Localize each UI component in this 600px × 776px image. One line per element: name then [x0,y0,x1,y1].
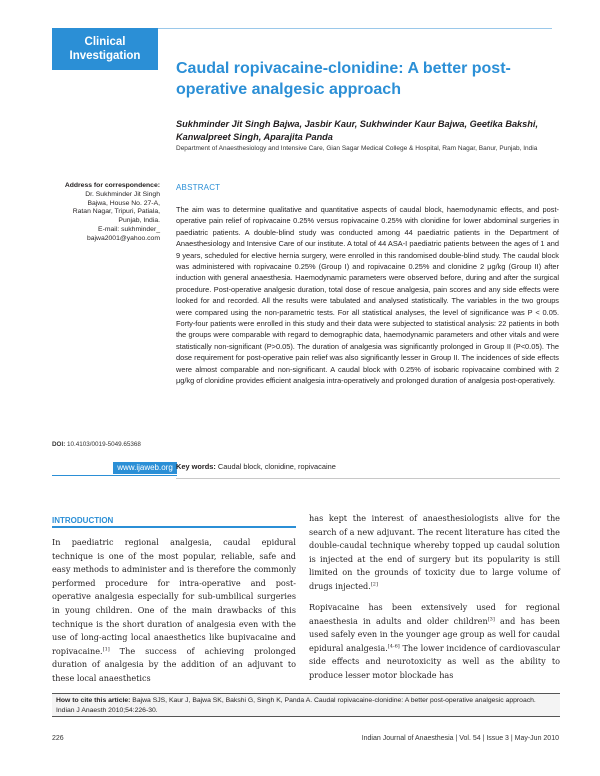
intro-left-text: In paediatric regional analgesia, caudal epidural technique is one of the most popular, reliable, safe and easy methods to administer and is therefore the commonly performed procedure for intra-operative and post-operative analgesia especially for sub-umbilical surgeries in young children. One of the main drawbacks of this technique is the short duration of analgesia even with the use of long-acting local anaesthetics like bupivacaine and ropivacaine. [52,537,296,656]
doi-label: DOI: [52,441,66,448]
citation-ref[interactable]: [1] [102,646,110,653]
intro-right-text-1: has kept the interest of anaesthesiologists alive for the search of a new adjuvant. The recent literature has cited the double-caudal technique whereby topped up caudal solution is injected at the end of surgery but its popularity is still limited on the grounds of toxicity due to large volume of drugs injected. [309,513,560,591]
section-tag [52,28,158,70]
correspondence-heading: Address for correspondence: [64,182,160,189]
intro-paragraph-right-1 [309,512,560,594]
website-rule [52,475,177,476]
intro-right-text-2a: Ropivacaine has been extensively used for regional anaesthesia in adults and older children [309,602,560,626]
affiliation: Department of Anaesthesiology and Intensive Care, Gian Sagar Medical College & Hospital, Ram Nagar, Banur, Punjab, India [176,145,538,152]
introduction-rule [52,526,296,528]
correspondence-line: Bajwa, House No. 27-A, [87,199,160,207]
correspondence-email-line: E-mail: sukhminder_ [98,225,160,233]
page-number: 226 [52,735,64,742]
correspondence-line: Punjab, India. [118,217,160,225]
how-to-cite-box [52,693,560,717]
journal-footer: Indian Journal of Anaesthesia | Vol. 54 | Issue 3 | May-Jun 2010 [361,735,559,742]
article-title: Caudal ropivacaine-clonidine: A better post-operative analgesic approach [176,60,511,98]
intro-left-continuation: The success of achieving prolonged duration of analgesia by the addition of an adjuvant to these local anaesthetics [52,645,296,683]
correspondence-line: Ratan Nagar, Tripuri, Patiala, [72,208,160,216]
how-to-cite-label: How to cite this article: [56,697,131,704]
correspondence-line: Dr. Sukhminder Jit Singh [85,190,160,198]
keywords-rule [176,478,560,479]
abstract-heading: ABSTRACT [176,183,221,192]
author-list: Sukhminder Jit Singh Bajwa, Jasbir Kaur, Sukhwinder Kaur Bajwa, Geetika Bakshi, Kanwalpreet Singh, Aparajita Panda [176,119,538,142]
section-tag-line1: Clinical [84,36,126,48]
keywords-value: Caudal block, clonidine, ropivacaine [217,462,336,471]
intro-paragraph-left [52,536,296,686]
section-tag-line2: Investigation [69,50,141,62]
citation-ref[interactable]: [3] [487,615,495,622]
doi-value: 10.4103/0019-5049.65368 [67,441,141,448]
citation-ref[interactable]: [2] [370,581,378,588]
citation-ref[interactable]: [4-6] [387,643,400,650]
keywords [176,462,336,471]
introduction-heading: INTRODUCTION [52,516,114,525]
website-link[interactable]: www.ijaweb.org [113,462,177,474]
keywords-label: Key words: [176,462,216,471]
how-to-cite-text: Bajwa SJS, Kaur J, Bajwa SK, Bakshi G, Singh K, Panda A. Caudal ropivacaine-clonidine: A better post-operative analgesic approach. Indian J Anaesth 2010;54:226-30. [56,697,536,714]
abstract-text: The aim was to determine qualitative and quantitative aspects of caudal block, haemodynamic effects, and post-operative pain relief of ropivacaine 0.25% versus ropivacaine 0.25% with clonidine for lower abdominal surgeries in paediatric patients. A double-blind study was conducted among 44 paediatric patients in the Department of Anaesthesiology and Intensive Care of our institute. A total of 44 ASA-I paediatric patients between the ages of 1 and 9 years, scheduled for elective hernia surgery, were enrolled in this randomised double-blind study. The caudal block was administered with ropivacaine 0.25% (Group I) and ropivacaine 0.25% and clonidine 2 μg/kg (Group II) after induction with general anaesthesia. Haemodynamic parameters were observed before, during and after the surgical procedure. Post-operative analgesic duration, total dose of rescue analgesia, pain scores and any side effects were looked for and recorded. All the results were tabulated and analysed statistically. The variables in the two groups were compared using the non-parametric tests. For all statistical analyses, the level of significance was P < 0.05. Forty-four patients were enrolled in this study and their data were subjected to statistical analysis: 22 patients in both the groups were comparable with regard to demographic data, haemodynamic parameters and other vitals and were statistically non-significant (P>0.05). The duration of analgesia was significantly prolonged in Group II (P<0.05). The dose requirement for post-operative pain relief was also significantly lesser in Group II. The incidences of side effects were almost comparable and non-significant. A caudal block with 0.25% of isobaric ropivacaine combined with 2 μg/kg of clonidine provides efficient analgesia intra-operatively and prolonged duration of analgesia post-operatively. [176,205,559,386]
intro-right-text-2b: and has been used safely even in the younger age group as well for caudal epidural analgesia. [309,615,560,653]
correspondence-email-line: bajwa2001@yahoo.com [86,234,160,242]
intro-right-text-2c: The lower incidence of cardiovascular side effects and neurotoxicity as well as the ability to produce lesser motor blockade has [309,642,560,680]
intro-paragraph-right-2 [309,601,560,683]
doi [52,441,170,448]
correspondence-block [52,182,160,244]
